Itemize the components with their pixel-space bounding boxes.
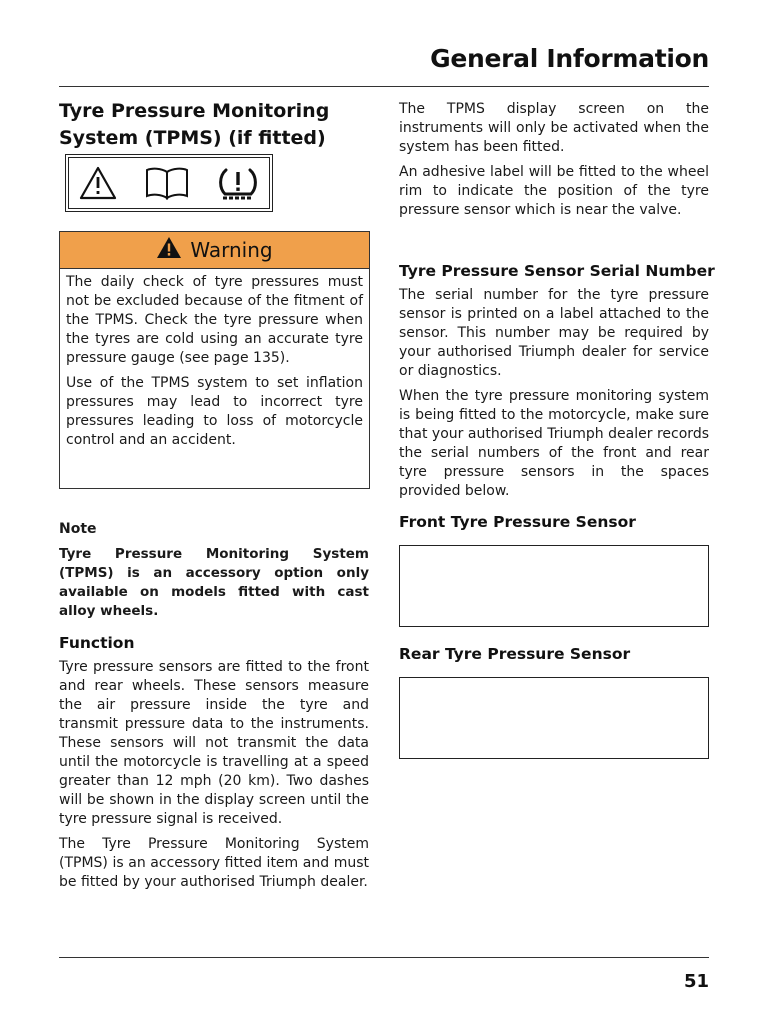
intro-paragraph: An adhesive label will be fitted to the wheel rim to indicate the position of the tyre pressure sensor which is near the valve. bbox=[399, 164, 709, 218]
front-sensor-serial-field bbox=[399, 545, 709, 627]
function-body bbox=[59, 658, 369, 898]
header-rule bbox=[59, 86, 709, 87]
rear-sensor-heading: Rear Tyre Pressure Sensor bbox=[399, 645, 631, 663]
function-heading: Function bbox=[59, 634, 135, 652]
intro-body bbox=[399, 100, 709, 226]
serial-paragraph: When the tyre pressure monitoring system is being fitted to the motorcycle, make sure that your authorised Triumph dealer records the serial numbers of the front and rear tyre pressure sensors in the spaces provided below. bbox=[399, 388, 709, 499]
serial-paragraph: The serial number for the tyre pressure sensor is printed on a label attached to the sensor. This number may be required by your authorised Triumph dealer for service or diagnostics. bbox=[399, 287, 709, 379]
function-paragraph: The Tyre Pressure Monitoring System (TPMS) is an accessory fitted item and must be fitted by your authorised Triumph dealer. bbox=[59, 836, 369, 890]
front-sensor-heading: Front Tyre Pressure Sensor bbox=[399, 513, 636, 531]
serial-number-heading: Tyre Pressure Sensor Serial Number bbox=[399, 262, 715, 280]
intro-paragraph: The TPMS display screen on the instruments will only be activated when the system has been fitted. bbox=[399, 101, 709, 155]
rear-sensor-serial-field bbox=[399, 677, 709, 759]
warning-paragraph: The daily check of tyre pressures must not be excluded because of the fitment of the TPMS. Check the tyre pressure when the tyres are cold using an accurate tyre pressure gauge (see page 135). bbox=[66, 274, 363, 366]
tpms-icon bbox=[217, 164, 259, 202]
warning-triangle-icon bbox=[79, 165, 117, 201]
warning-header bbox=[60, 232, 369, 269]
page-number: 51 bbox=[683, 971, 709, 992]
footer-rule bbox=[59, 957, 709, 958]
function-paragraph: Tyre pressure sensors are fitted to the front and rear wheels. These sensors measure the air pressure inside the tyre and transmit pressure data to the instruments. These sensors will not transmit the data until the motorcycle is travelling at a speed greater than 12 mph (20 km). Two dashes will be shown in the display screen until the tyre pressure signal is received. bbox=[59, 659, 369, 827]
warning-paragraph: Use of the TPMS system to set inflation pressures may lead to incorrect tyre pressures leading to loss of motorcycle control and an accident. bbox=[66, 375, 363, 448]
symbol-box bbox=[65, 154, 273, 212]
note-label: Note bbox=[59, 521, 97, 537]
serial-number-body bbox=[399, 286, 709, 507]
warning-box bbox=[59, 231, 370, 489]
section-title: Tyre Pressure Monitoring System (TPMS) (if fitted) bbox=[59, 100, 330, 149]
manual-book-icon bbox=[144, 166, 190, 200]
page-header-title: General Information bbox=[430, 44, 709, 73]
warning-triangle-icon bbox=[156, 236, 182, 264]
note-text: Tyre Pressure Monitoring System (TPMS) is an accessory option only available on models fitted with cast alloy wheels. bbox=[59, 546, 369, 619]
warning-heading: Warning bbox=[190, 238, 273, 262]
